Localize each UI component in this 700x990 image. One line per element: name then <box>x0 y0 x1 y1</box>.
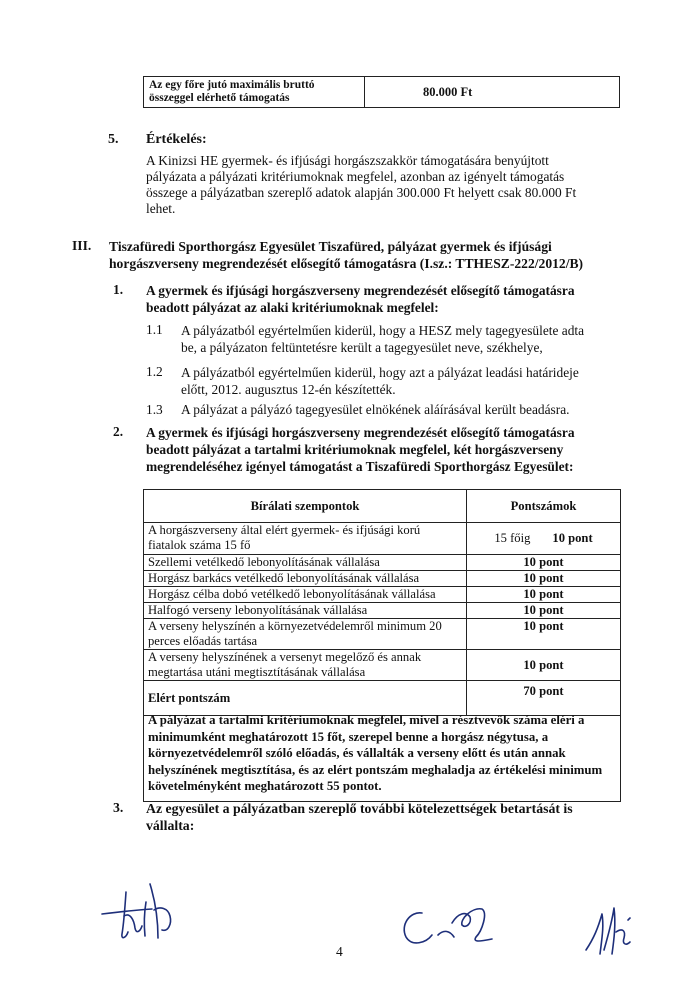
criteria-header-right: Pontszámok <box>467 490 621 523</box>
conclusion-line: helyszínének megtisztítása, és az elért pontszám meghaladja az értékelési minimum <box>148 762 603 777</box>
table-row <box>144 587 621 603</box>
section3-title-line: Tiszafüredi Sporthorgász Egyesület Tiszafüred, pályázat gyermek és ifjúsági <box>109 239 552 254</box>
top-support-table <box>143 76 620 108</box>
criteria-table <box>143 489 621 716</box>
criterion-text: fiatalok száma 15 fő <box>148 538 251 552</box>
total-points: 70 pont <box>467 681 621 716</box>
section5-heading: Értékelés: <box>146 132 207 147</box>
item3-number: 3. <box>113 800 124 815</box>
sub-1-1-text <box>181 322 584 356</box>
conclusion-line: követelményként meghatározott 55 pontot. <box>148 779 382 793</box>
item2-heading <box>146 424 575 475</box>
section5-line: A Kinizsi HE gyermek- és ifjúsági horgászszakkör támogatására benyújtott <box>146 153 549 168</box>
section3-roman: III. <box>72 238 92 253</box>
total-label: Elért pontszám <box>144 681 467 716</box>
criterion-text: A horgászverseny által elért gyermek- és ifjúsági korú <box>148 523 421 537</box>
sub-line: A pályázatból egyértelműen kiderül, hogy a HESZ mely tagegyesülete adta <box>181 323 585 338</box>
criterion-points: 10 pont <box>467 555 621 571</box>
table-row <box>144 555 621 571</box>
item1-line: A gyermek és ifjúsági horgászverseny megrendezését elősegítő támogatásra <box>146 283 575 298</box>
signature-middle <box>392 895 512 959</box>
criterion-points: 10 pont <box>467 587 621 603</box>
criterion-points: 10 pont <box>552 531 593 545</box>
criterion-prefix: 15 főig <box>494 531 531 545</box>
item1-heading <box>146 282 575 316</box>
criterion-points: 10 pont <box>467 603 621 619</box>
table-row <box>144 603 621 619</box>
sub-1-2-number: 1.2 <box>146 364 163 379</box>
criterion-points: 10 pont <box>467 619 621 650</box>
criterion-text: A verseny helyszínén a környezetvédelemről minimum 20 <box>148 619 442 633</box>
item1-line: beadott pályázat az alaki kritériumoknak megfelel: <box>146 300 439 315</box>
sub-1-2-text <box>181 364 579 398</box>
top-table-label-2: összeggel elérhető támogatás <box>149 92 290 104</box>
sub-1-3-text: A pályázat a pályázó tagegyesület elnökének aláírásával került beadásra. <box>181 402 570 417</box>
item3-heading <box>146 800 573 834</box>
criteria-header-left: Bírálati szempontok <box>144 490 467 523</box>
item2-line: megrendeléséhez igényel támogatást a Tiszafüredi Sporthorgász Egyesület: <box>146 459 574 474</box>
sub-line: be, a pályázaton feltüntetésre került a tagegyesület neve, székhelye, <box>181 340 543 355</box>
item1-number: 1. <box>113 282 124 297</box>
table-row <box>144 650 621 681</box>
item2-line: beadott pályázat a tartalmi kritériumoknak megfelel, két horgászverseny <box>146 442 564 457</box>
section5-number: 5. <box>108 132 119 147</box>
criterion-text: perces előadás tartása <box>148 634 258 648</box>
section5-line: összege a pályázatban szereplő adatok alapján 300.000 Ft helyett csak 80.000 Ft <box>146 185 577 200</box>
criteria-conclusion <box>143 708 621 802</box>
section5-text <box>146 153 616 217</box>
section3-title <box>109 238 621 272</box>
criterion-text: Horgász barkács vetélkedő lebonyolításának vállalása <box>148 571 420 585</box>
criterion-points: 10 pont <box>467 650 621 681</box>
item3-line: vállalta: <box>146 818 195 833</box>
section5-line: lehet. <box>146 201 176 216</box>
table-row <box>144 523 621 555</box>
sub-1-3-number: 1.3 <box>146 402 163 417</box>
table-row <box>144 619 621 650</box>
criterion-text: Szellemi vetélkedő lebonyolításának vállalása <box>148 555 380 569</box>
top-table-value: 80.000 Ft <box>365 77 620 108</box>
criterion-points: 10 pont <box>467 571 621 587</box>
signature-right <box>580 898 640 972</box>
signature-left <box>88 872 198 956</box>
conclusion-line: minimumként meghatározott 15 főt, szerepel benne a horgász négytusa, a <box>148 729 549 744</box>
item2-number: 2. <box>113 424 124 439</box>
table-row <box>144 571 621 587</box>
criterion-text: megtartása utáni megtisztításának vállalása <box>148 665 366 679</box>
criterion-text: A verseny helyszínének a versenyt megelőző és annak <box>148 650 422 664</box>
page-number: 4 <box>336 944 343 959</box>
sub-line: A pályázatból egyértelműen kiderül, hogy azt a pályázat leadási határideje <box>181 365 579 380</box>
conclusion-line: A pályázat a tartalmi kritériumoknak megfelel, mivel a résztvevők száma eléri a <box>148 713 585 727</box>
sub-1-1-number: 1.1 <box>146 322 163 337</box>
conclusion-line: környezetvédelemről szóló előadás, és vállalták a verseny előtt és után annak <box>148 746 566 760</box>
sub-line: előtt, 2012. augusztus 12-én készítették. <box>181 382 396 397</box>
item3-line: Az egyesület a pályázatban szereplő további kötelezettségek betartását is <box>146 801 573 816</box>
item2-line: A gyermek és ifjúsági horgászverseny megrendezését elősegítő támogatásra <box>146 425 575 440</box>
section5-line: pályázata a pályázati kritériumoknak megfelel, azonban az igényelt támogatás <box>146 169 565 184</box>
criterion-text: Horgász célba dobó vetélkedő lebonyolításának vállalása <box>148 587 436 601</box>
criterion-text: Halfogó verseny lebonyolításának vállalása <box>148 603 368 617</box>
top-table-label-1: Az egy főre jutó maximális bruttó <box>149 79 315 91</box>
section3-title-line: horgászverseny megrendezését elősegítő támogatásra (I.sz.: TTHESZ-222/2012/B) <box>109 256 584 271</box>
